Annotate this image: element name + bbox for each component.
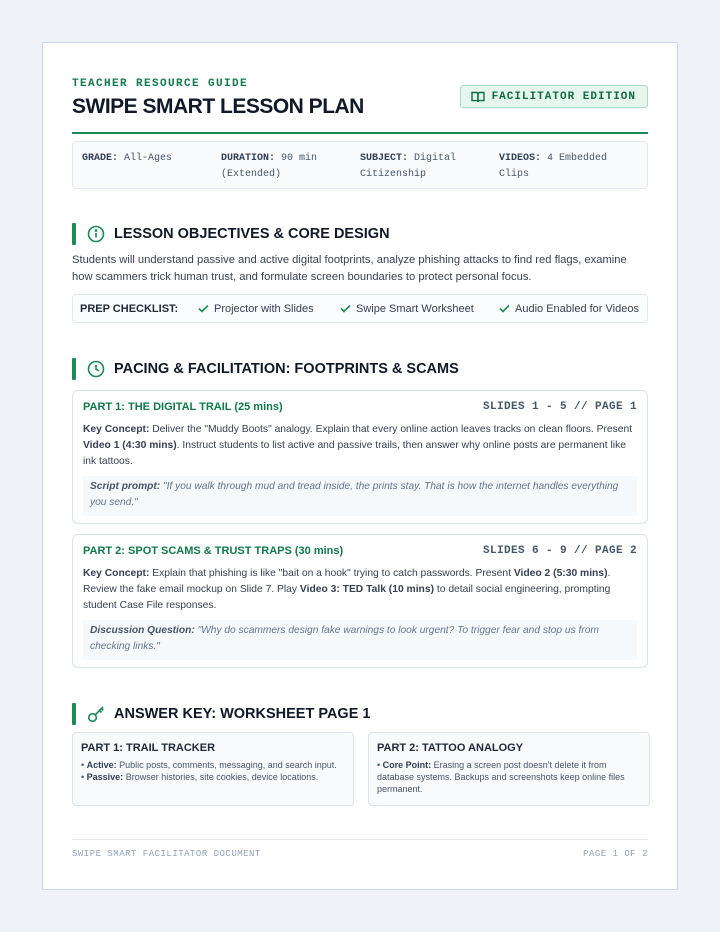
lesson-meta xyxy=(72,141,648,189)
badge-label: FACILITATOR EDITION xyxy=(491,90,636,103)
objectives-text: Students will understand passive and active digital footprints, analyze phishing attacks to find red flags, examine how scammers trick human trust, and formulate screen boundaries to protect personal focus. xyxy=(72,254,627,283)
meta-videos: VIDEOS: 4 Embedded Clips xyxy=(499,153,608,180)
slide-reference: SLIDES 1 - 5 // PAGE 1 xyxy=(482,401,637,413)
checklist-item: Projector with Slides xyxy=(198,303,340,315)
section-title: LESSON OBJECTIVES & CORE DESIGN xyxy=(114,226,390,242)
answer-line: • Passive: Browser histories, site cookies, device locations. xyxy=(81,772,319,782)
checklist-item: Swipe Smart Worksheet xyxy=(340,303,499,315)
checklist-item: Audio Enabled for Videos xyxy=(499,303,639,315)
part-description: Key Concept: Deliver the "Muddy Boots" analogy. Explain that every online action leaves tracks on clean floors. Present Video 1 (4:30 mins). Instruct students to list active and passive trails, then answer why online posts are permanent like ink tattoos. xyxy=(83,424,633,467)
document-page xyxy=(42,42,678,890)
pacing-heading xyxy=(72,358,459,380)
pacing-card-part-1 xyxy=(72,390,648,524)
meta-grade: GRADE: All-Ages xyxy=(82,153,173,164)
key-icon xyxy=(87,705,105,723)
part-title: PART 2: SPOT SCAMS & TRUST TRAPS (30 mins) xyxy=(83,545,344,557)
eyebrow-label: TEACHER RESOURCE GUIDE xyxy=(72,78,249,90)
header-divider xyxy=(72,132,648,134)
section-title: ANSWER KEY: WORKSHEET PAGE 1 xyxy=(114,706,371,722)
section-accent-bar xyxy=(72,223,76,245)
info-circle-icon xyxy=(87,225,105,243)
answer-box-tattoo-analogy xyxy=(368,732,650,806)
objectives-heading xyxy=(72,223,390,245)
part-description: Key Concept: Explain that phishing is like "bait on a hook" trying to catch passwords. Present Video 2 (5:30 mins). Review the fake email mockup on Slide 7. Play Video 3: TED Talk (10 mins) to detail social engineering, prompting student Case File responses. xyxy=(83,568,611,611)
clock-icon xyxy=(87,360,105,378)
section-title: PACING & FACILITATION: FOOTPRINTS & SCAMS xyxy=(114,361,459,377)
answer-box-title: PART 1: TRAIL TRACKER xyxy=(81,742,216,754)
footer-page-number: PAGE 1 OF 2 xyxy=(583,849,648,859)
answer-line: • Active: Public posts, comments, messaging, and search input. xyxy=(81,760,337,770)
section-accent-bar xyxy=(72,358,76,380)
page-title: SWIPE SMART LESSON PLAN xyxy=(72,95,364,118)
pacing-card-part-2 xyxy=(72,534,648,668)
script-prompt: Script prompt: "If you walk through mud and tread inside, the prints stay. That is how the internet handles everything you send." xyxy=(83,476,637,516)
answer-key-heading xyxy=(72,703,370,725)
page-footer xyxy=(72,839,648,859)
checklist-label: PREP CHECKLIST: xyxy=(80,302,179,315)
answer-box-trail-tracker xyxy=(72,732,354,806)
answer-line: • Core Point: Erasing a screen post doesn't delete it from database systems. Backups and screenshots keep online files permanent. xyxy=(377,760,625,794)
slide-reference: SLIDES 6 - 9 // PAGE 2 xyxy=(482,545,637,557)
check-icon xyxy=(198,304,209,313)
check-icon xyxy=(499,304,510,313)
meta-duration: DURATION: 90 min (Extended) xyxy=(221,153,318,180)
edition-badge xyxy=(460,85,648,108)
part-title: PART 1: THE DIGITAL TRAIL (25 mins) xyxy=(83,401,283,413)
footer-doc-name: SWIPE SMART FACILITATOR DOCUMENT xyxy=(72,849,261,859)
prep-checklist xyxy=(72,294,648,323)
answer-box-title: PART 2: TATTOO ANALOGY xyxy=(377,742,524,754)
section-accent-bar xyxy=(72,703,76,725)
meta-subject: SUBJECT: Digital Citizenship xyxy=(360,153,457,180)
open-book-icon xyxy=(471,91,485,103)
check-icon xyxy=(340,304,351,313)
discussion-question: Discussion Question: "Why do scammers design fake warnings to look urgent? To trigger fear and stop us from checking links." xyxy=(83,620,637,660)
